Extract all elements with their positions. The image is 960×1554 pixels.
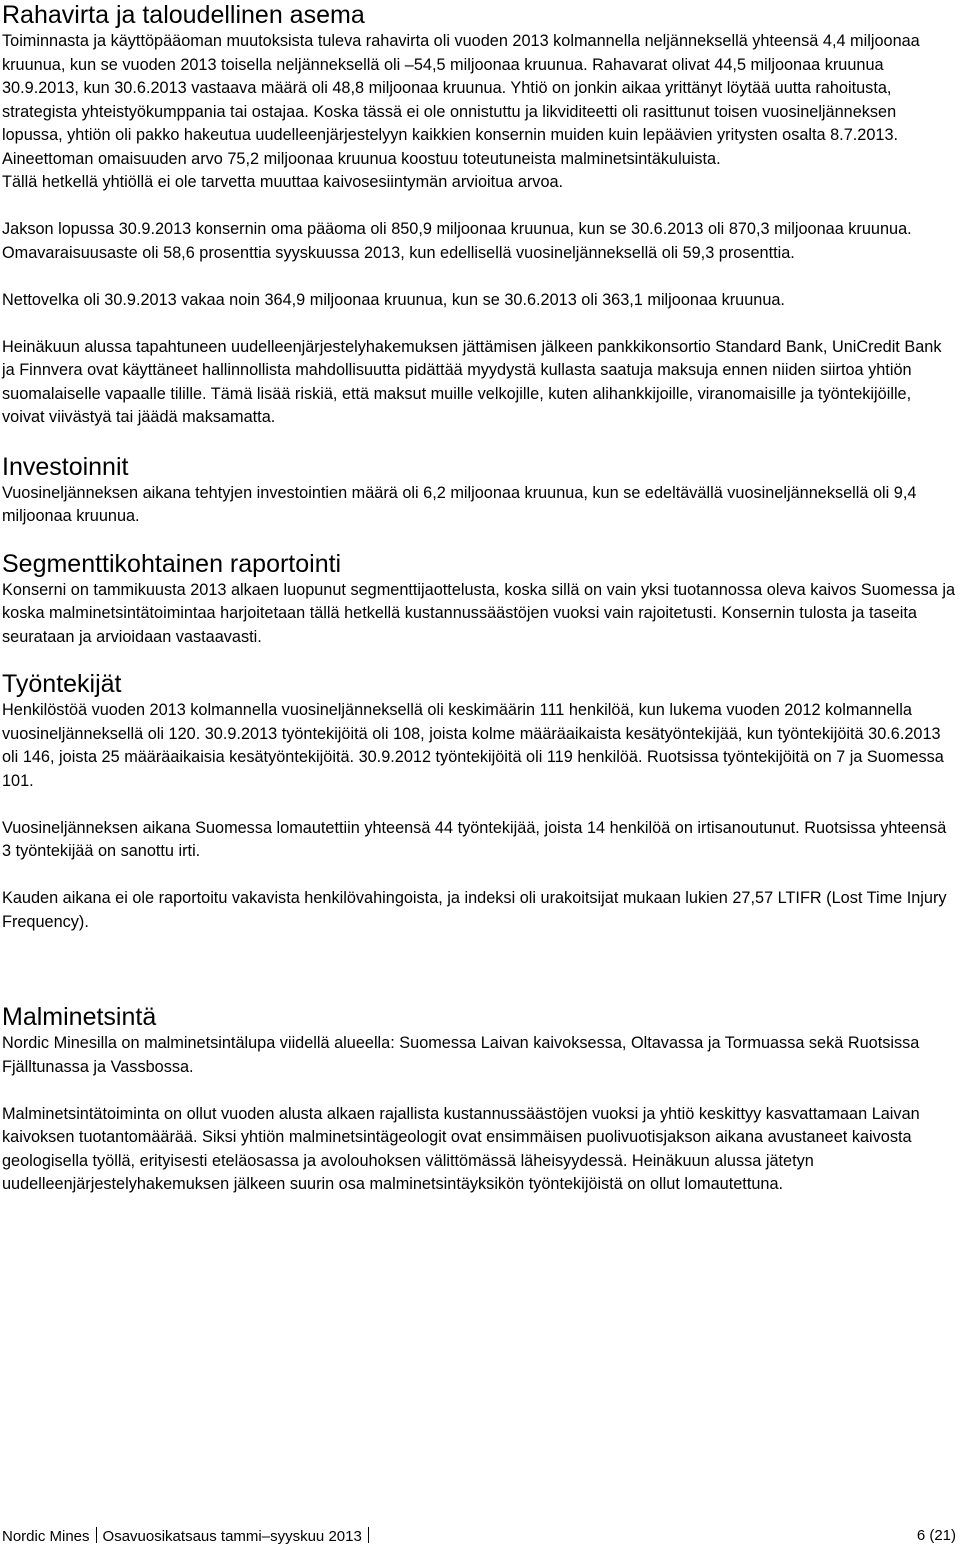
segmentti-paragraph-1: Konserni on tammikuusta 2013 alkaen luopunut segmenttijaottelusta, koska sillä on vain yksi tuotannossa oleva kaivos Suomessa ja koska malminetsintätoimintaa harjoitetaan tällä hetkellä kustannussäästöjen vuoksi vain rajoitetusti. Konsernin tulosta ja taseita seurataan ja arvioidaan vastaavasti. xyxy=(2,580,956,646)
rahavirta-paragraph-2: Jakson lopussa 30.9.2013 konsernin oma pääoma oli 850,9 miljoonaa kruunua, kun se 30.6.2013 oli 870,3 miljoonaa kruunua. Omavaraisuusaste oli 58,6 prosenttia syyskuussa 2013, kun edellisellä vuosineljänneksellä oli 59,3 prosenttia. xyxy=(2,220,912,262)
malminetsinta-paragraph-1: Nordic Minesilla on malminetsintälupa viidellä alueella: Suomessa Laivan kaivoksessa, Oltavassa ja Tormuassa sekä Ruotsissa Fjälltunassa ja Vassbossa. xyxy=(2,1034,920,1076)
rahavirta-paragraph-1b: Tällä hetkellä yhtiöllä ei ole tarvetta muuttaa kaivosesiintymän arvioitua arvoa. xyxy=(2,173,564,191)
section-title-segmentti: Segmenttikohtainen raportointi xyxy=(2,549,342,578)
footer-left xyxy=(2,1527,375,1546)
rahavirta-paragraph-4: Heinäkuun alussa tapahtuneen uudelleenjärjestelyhakemuksen jättämisen jälkeen pankkikonsortio Standard Bank, UniCredit Bank ja Finnvera ovat käyttäneet hallinnollista mahdollisuutta pidättää myydystä kullasta saatuja maksuja ennen niiden siirtoa yhtiön suomalaiselle vapaalle tilille. Tämä lisää riskiä, että maksut muille velkojille, kuten alihankkijoille, viranomaisille ja työntekijöille, voivat viivästyä tai jäädä maksamatta. xyxy=(2,337,942,426)
tyontekijat-paragraph-3: Kauden aikana ei ole raportoitu vakavista henkilövahingoista, ja indeksi oli urakoitsijat mukaan lukien 27,57 LTIFR (Lost Time Injury Frequency). xyxy=(2,889,947,931)
footer-separator xyxy=(96,1527,97,1543)
tyontekijat-paragraph-2: Vuosineljänneksen aikana Suomessa lomautettiin yhteensä 44 työntekijää, joista 14 henkilöä on irtisanoutunut. Ruotsissa yhteensä 3 työntekijää on sanottu irti. xyxy=(2,818,947,860)
footer-page-number: 6 (21) xyxy=(916,1527,956,1544)
rahavirta-paragraph-1: Toiminnasta ja käyttöpääoman muutoksista tuleva rahavirta oli vuoden 2013 kolmannella neljänneksellä yhteensä 4,4 miljoonaa kruunua, kun se vuoden 2013 toisella neljänneksellä oli –54,5 miljoonaa kruunua. Rahavarat olivat 44,5 miljoonaa kruunua 30.9.2013, kun 30.6.2013 vastaava määrä oli 48,8 miljoonaa kruunua. Yhtiö on jonkin aikaa yrittänyt löytää uutta rahoitusta, strategista yhteistyökumppania tai ostajaa. Koska tässä ei ole onnistuttu ja likviditeetti oli rasittunut toisen vuosineljänneksen lopussa, yhtiön oli pakko hakeutua uudelleenjärjestelyyn kaikkien konsernin muiden kuin lepäävien yritysten osalta 8.7.2013. Aineettoman omaisuuden arvo 75,2 miljoonaa kruunua koostuu toteutuneista malminetsintäkuluista. xyxy=(2,32,920,168)
section-title-tyontekijat: Työntekijät xyxy=(2,670,122,698)
rahavirta-paragraph-3: Nettovelka oli 30.9.2013 vakaa noin 364,9 miljoonaa kruunua, kun se 30.6.2013 oli 363,1 miljoonaa kruunua. xyxy=(2,290,785,309)
section-title-malminetsinta: Malminetsintä xyxy=(2,1003,157,1031)
tyontekijat-paragraph-1: Henkilöstöä vuoden 2013 kolmannella vuosineljänneksellä oli keskimäärin 111 henkilöä, kun lukema vuoden 2012 kolmannella vuosineljänneksellä oli 120. 30.9.2013 työntekijöitä oli 108, joista kolme määräaikaista kesätyöntekijää, kun työntekijöitä 30.6.2013 oli 146, joista 25 määräaikaisia kesätyöntekijöitä. 30.9.2012 työntekijöitä oli 119 henkilöä. Ruotsissa työntekijöitä on 7 ja Suomessa 101. xyxy=(2,701,944,790)
footer-report-title: Osavuosikatsaus tammi–syyskuu 2013 xyxy=(102,1528,362,1545)
footer-company: Nordic Mines xyxy=(2,1528,90,1545)
investoinnit-paragraph-1: Vuosineljänneksen aikana tehtyjen investointien määrä oli 6,2 miljoonaa kruunua, kun se edeltävällä vuosineljänneksellä oli 9,4 miljoonaa kruunua. xyxy=(2,483,917,525)
report-page xyxy=(2,0,958,1197)
section-title-investoinnit: Investoinnit xyxy=(2,452,129,481)
malminetsinta-paragraph-2: Malminetsintätoiminta on ollut vuoden alusta alkaen rajallista kustannussäästöjen vuoksi ja yhtiö keskittyy kasvattamaan Laivan kaivoksen tuotantomäärää. Siksi yhtiön malminetsintägeologit ovat ensimmäisen puolivuotisjakson aikana avustaneet kaivosta geologisella työllä, erityisesti eteläosassa ja avolouhoksen välittömässä läheisyydessä. Heinäkuun alussa jätetyn uudelleenjärjestelyhakemuksen jälkeen suurin osa malminetsintäyksikön työntekijöistä on ollut lomautettuna. xyxy=(2,1104,920,1193)
section-title-rahavirta: Rahavirta ja taloudellinen asema xyxy=(2,1,365,29)
footer-separator xyxy=(368,1527,369,1543)
